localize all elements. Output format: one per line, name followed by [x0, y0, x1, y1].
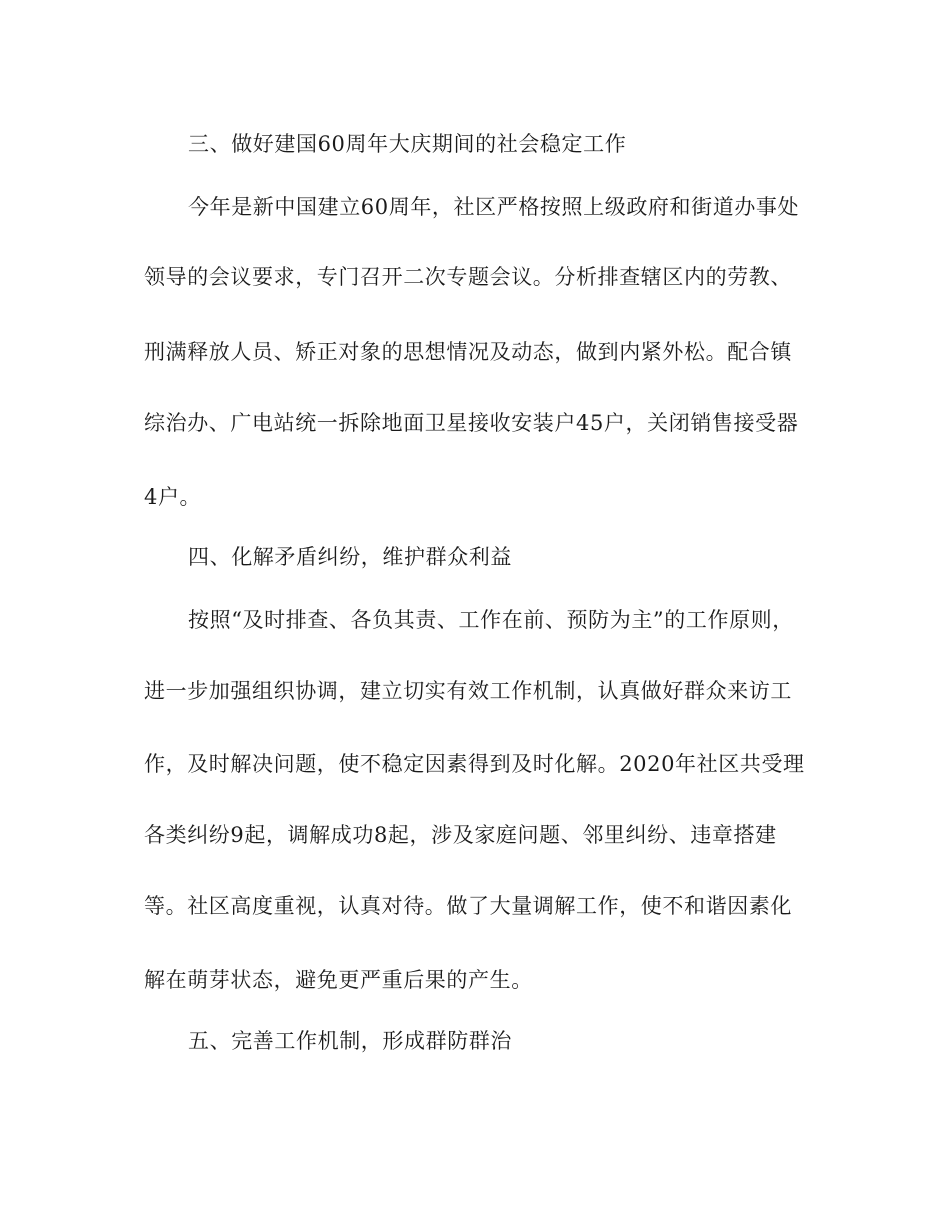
paragraph-line: 作，及时解决问题，使不稳定因素得到及时化解。2020年社区共受理	[144, 752, 805, 776]
section-heading-3: 三、做好建国60周年大庆期间的社会稳定工作	[188, 132, 627, 156]
paragraph-line: 解在萌芽状态，避免更严重后果的产生。	[144, 968, 533, 992]
paragraph-line: 等。社区高度重视，认真对待。做了大量调解工作，使不和谐因素化	[144, 894, 792, 918]
paragraph-line: 刑满释放人员、矫正对象的思想情况及动态，做到内紧外松。配合镇	[144, 340, 792, 364]
paragraph-line: 4户。	[144, 485, 202, 509]
paragraph-line: 领导的会议要求，专门召开二次专题会议。分析排查辖区内的劳教、	[144, 265, 792, 289]
paragraph-line: 各类纠纷9起，调解成功8起，涉及家庭问题、邻里纠纷、违章搭建	[144, 823, 777, 847]
section-heading-4: 四、化解矛盾纠纷，维护群众利益	[188, 545, 512, 569]
paragraph-line: 综治办、广电站统一拆除地面卫星接收安装户45户，关闭销售接受器	[144, 411, 799, 435]
paragraph-line: 进一步加强组织协调，建立切实有效工作机制，认真做好群众来访工	[144, 679, 792, 703]
paragraph-line: 按照“及时排查、各负其责、工作在前、预防为主”的工作原则，	[188, 608, 794, 632]
paragraph-line: 今年是新中国建立60周年，社区严格按照上级政府和街道办事处	[188, 195, 800, 219]
section-heading-5: 五、完善工作机制，形成群防群治	[188, 1029, 512, 1053]
